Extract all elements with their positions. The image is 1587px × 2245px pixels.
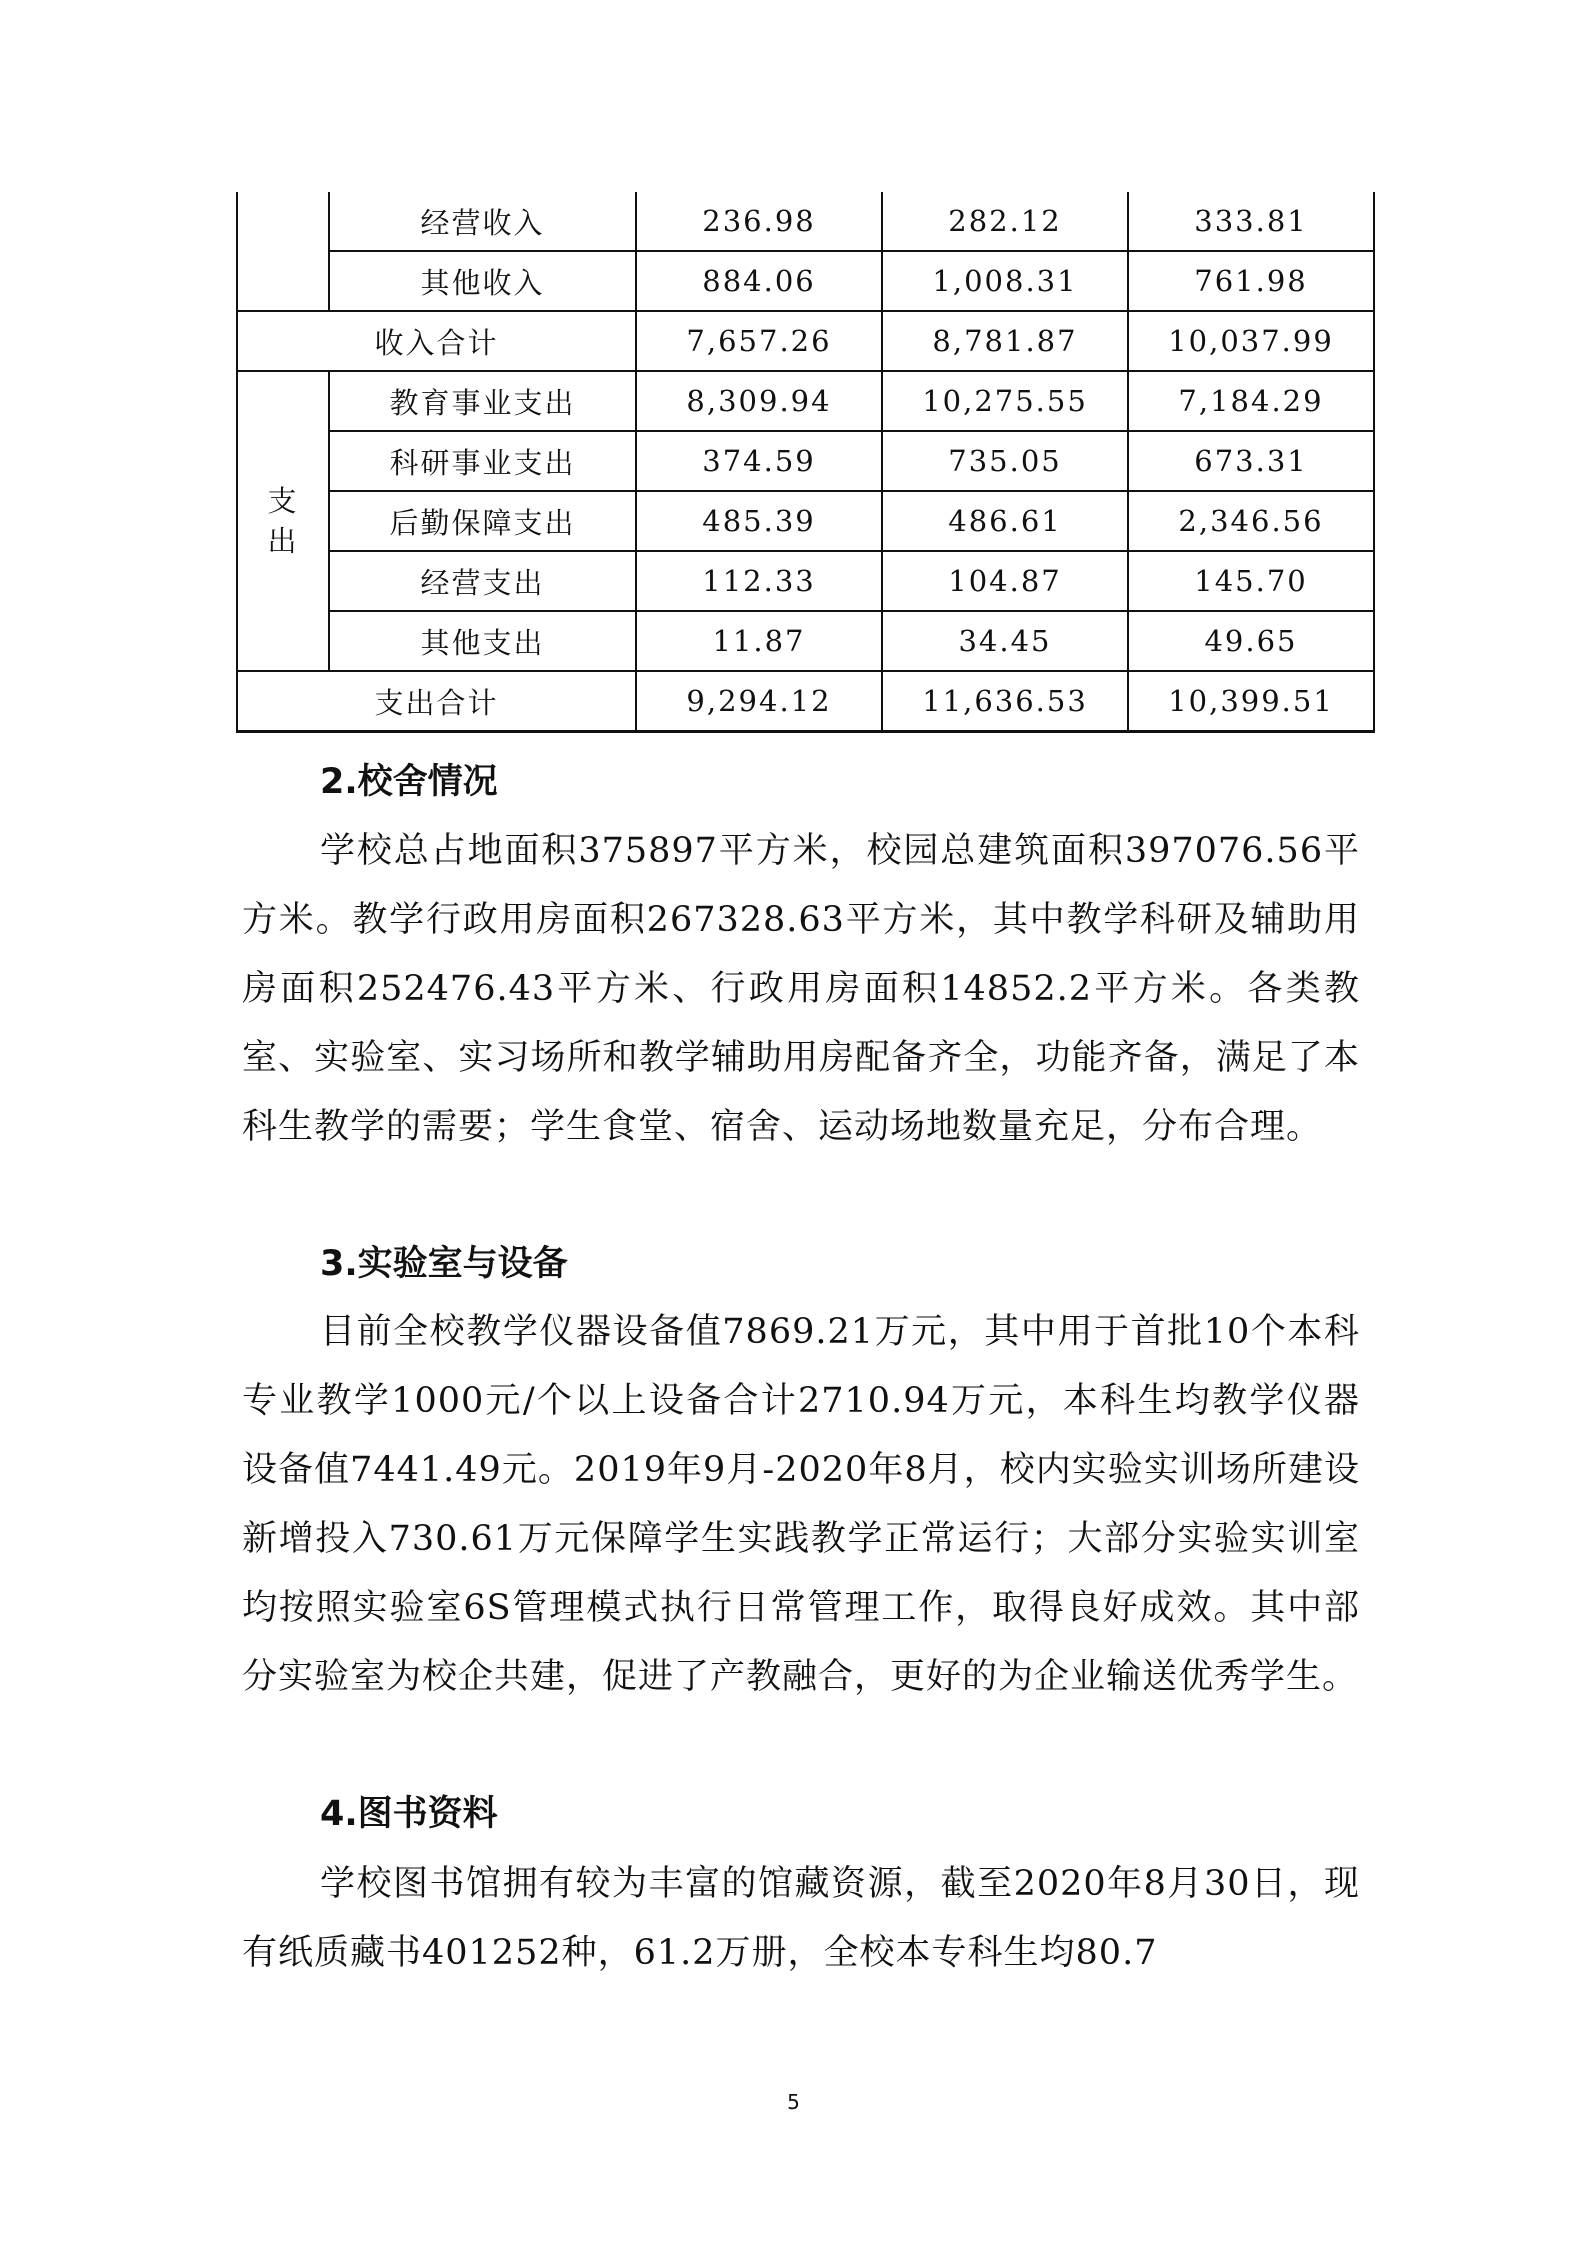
table-row bbox=[237, 431, 1374, 491]
page-number: 5 bbox=[787, 2090, 800, 2114]
row-label: 其他收入 bbox=[329, 251, 636, 311]
income-total-label: 收入合计 bbox=[237, 311, 636, 371]
table-cell: 8,309.94 bbox=[636, 371, 882, 431]
table-cell: 11.87 bbox=[636, 611, 882, 671]
table-cell: 34.45 bbox=[882, 611, 1128, 671]
paragraph-library: 学校图书馆拥有较为丰富的馆藏资源，截至2020年8月30日，现有纸质藏书401252种，61.2万册，全校本专科生均80.7 bbox=[242, 1864, 1360, 1973]
row-label: 后勤保障支出 bbox=[329, 491, 636, 551]
expense-category-label: 支出 bbox=[267, 484, 299, 558]
table-cell: 2,346.56 bbox=[1128, 491, 1374, 551]
table-cell: 374.59 bbox=[636, 431, 882, 491]
expense-total-row bbox=[237, 671, 1374, 732]
table-cell: 112.33 bbox=[636, 551, 882, 611]
section-title-buildings: 2.校舍情况 bbox=[320, 762, 498, 802]
table-cell: 761.98 bbox=[1128, 251, 1374, 311]
table-row bbox=[237, 192, 1374, 251]
table-row bbox=[237, 371, 1374, 431]
table-cell: 145.70 bbox=[1128, 551, 1374, 611]
row-label: 经营支出 bbox=[329, 551, 636, 611]
row-label: 其他支出 bbox=[329, 611, 636, 671]
row-label: 经营收入 bbox=[329, 192, 636, 251]
row-label: 科研事业支出 bbox=[329, 431, 636, 491]
finance-table bbox=[236, 192, 1375, 733]
table-cell: 49.65 bbox=[1128, 611, 1374, 671]
table-cell: 236.98 bbox=[636, 192, 882, 251]
table-cell: 333.81 bbox=[1128, 192, 1374, 251]
table-cell: 10,037.99 bbox=[1128, 311, 1374, 371]
paragraph-labs: 目前全校教学仪器设备值7869.21万元，其中用于首批10个本科专业教学1000元/个以上设备合计2710.94万元，本科生均教学仪器设备值7441.49元。2019年9月-2020年8月，校内实验实训场所建设新增投入730.61万元保障学生实践教学正常运行；大部分实验实训室均按照实验室6S管理模式执行日常管理工作，取得良好成效。其中部分实验室为校企共建，促进了产教融合，更好的为企业输送优秀学生。 bbox=[242, 1312, 1360, 1697]
table-cell: 7,657.26 bbox=[636, 311, 882, 371]
expense-category-cell bbox=[237, 371, 329, 671]
table-cell: 7,184.29 bbox=[1128, 371, 1374, 431]
table-row bbox=[237, 551, 1374, 611]
section-title-labs: 3.实验室与设备 bbox=[320, 1244, 568, 1284]
table-cell: 10,275.55 bbox=[882, 371, 1128, 431]
table-cell: 9,294.12 bbox=[636, 671, 882, 732]
table-cell: 104.87 bbox=[882, 551, 1128, 611]
table-cell: 485.39 bbox=[636, 491, 882, 551]
table-row bbox=[237, 491, 1374, 551]
income-total-row bbox=[237, 311, 1374, 371]
table-cell: 735.05 bbox=[882, 431, 1128, 491]
row-label: 教育事业支出 bbox=[329, 371, 636, 431]
table-cell: 10,399.51 bbox=[1128, 671, 1374, 732]
income-category-cell bbox=[237, 192, 329, 311]
table-cell: 884.06 bbox=[636, 251, 882, 311]
table-row bbox=[237, 611, 1374, 671]
table-cell: 8,781.87 bbox=[882, 311, 1128, 371]
section-title-library: 4.图书资料 bbox=[320, 1794, 498, 1834]
table-cell: 673.31 bbox=[1128, 431, 1374, 491]
table-cell: 1,008.31 bbox=[882, 251, 1128, 311]
table-row bbox=[237, 251, 1374, 311]
expense-total-label: 支出合计 bbox=[237, 671, 636, 732]
table-cell: 11,636.53 bbox=[882, 671, 1128, 732]
paragraph-buildings: 学校总占地面积375897平方米，校园总建筑面积397076.56平方米。教学行政用房面积267328.63平方米，其中教学科研及辅助用房面积252476.43平方米、行政用房面积14852.2平方米。各类教室、实验室、实习场所和教学辅助用房配备齐全，功能齐备，满足了本科生教学的需要；学生食堂、宿舍、运动场地数量充足，分布合理。 bbox=[242, 831, 1360, 1147]
table-cell: 486.61 bbox=[882, 491, 1128, 551]
table-cell: 282.12 bbox=[882, 192, 1128, 251]
